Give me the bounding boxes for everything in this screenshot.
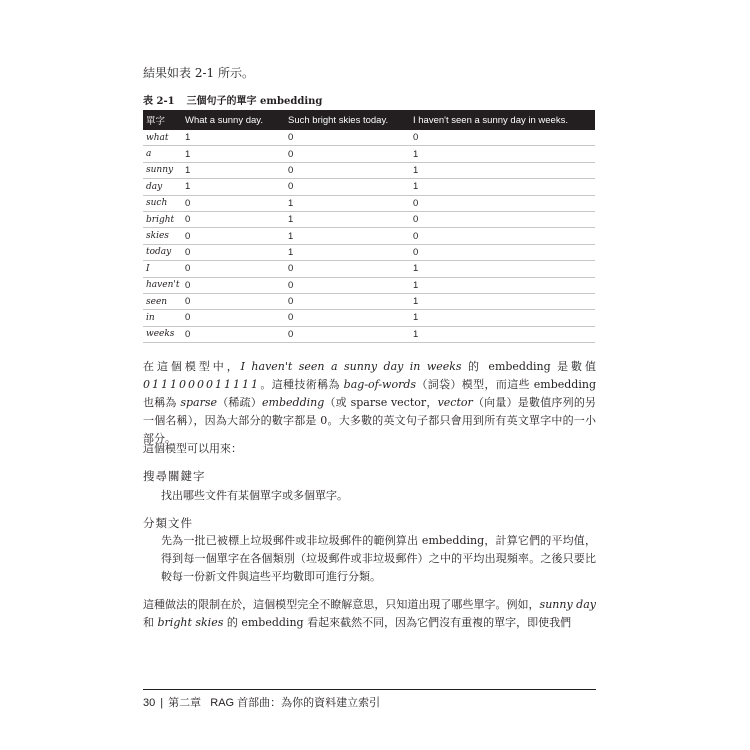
cell-s2: 0 <box>285 162 410 178</box>
table-row <box>143 310 595 326</box>
cell-s1: 1 <box>182 130 285 146</box>
table-row <box>143 211 595 227</box>
table-row <box>143 179 595 195</box>
cell-s3: 0 <box>410 195 595 211</box>
cell-s3: 1 <box>410 310 595 326</box>
p1-text-7: （向量）是數值序列的另一個名稱），因為大部分的數字都是 0。大多數的英文句子都只會用到所有英文單字中的一小部分。 <box>143 396 597 445</box>
table-row <box>143 261 595 277</box>
row-word: in <box>143 310 182 326</box>
use-heading-search: 搜尋關鍵字 <box>143 469 206 483</box>
cell-s1: 0 <box>182 244 285 260</box>
cell-s3: 0 <box>410 228 595 244</box>
cell-s1: 1 <box>182 146 285 162</box>
table-row <box>143 293 595 309</box>
row-word: bright <box>143 211 182 227</box>
cell-s3: 1 <box>410 293 595 309</box>
footer-divider <box>143 689 596 690</box>
cell-s1: 0 <box>182 293 285 309</box>
cell-s1: 0 <box>182 261 285 277</box>
embedding-table <box>143 110 595 343</box>
p1-term-sparse: sparse <box>180 396 217 409</box>
footer-separator: | <box>160 697 164 709</box>
cell-s2: 0 <box>285 277 410 293</box>
header-sentence-3: I haven't seen a sunny day in weeks. <box>410 110 595 130</box>
table-row <box>143 146 595 162</box>
table-header-row <box>143 110 595 130</box>
p1-text-1: 在這個模型中， <box>143 360 241 373</box>
table-row <box>143 228 595 244</box>
header-sentence-1: What a sunny day. <box>182 110 285 130</box>
row-word: haven't <box>143 277 182 293</box>
p1-text-6: （或 sparse vector， <box>324 396 438 409</box>
p3-text-3: 的 embedding 看起來截然不同，因為它們沒有重複的單字，即使我們 <box>223 616 572 629</box>
row-word: I <box>143 261 182 277</box>
p1-text-3: 。這種技術稱為 <box>259 378 344 391</box>
page-number: 30 <box>143 697 156 709</box>
row-word: weeks <box>143 326 182 342</box>
cell-s1: 1 <box>182 179 285 195</box>
cell-s3: 1 <box>410 277 595 293</box>
row-word: sunny <box>143 162 182 178</box>
cell-s1: 0 <box>182 326 285 342</box>
use-text-classify: 先為一批已被標上垃圾郵件或非垃圾郵件的範例算出 embedding，計算它們的平均值，得到每一個單字在各個類別（垃圾郵件或非垃圾郵件）之中的平均出現頻率。之後只要比較每一份新文件與這些平均數即可進行分類。 <box>161 534 596 583</box>
p3-text-1: 這種做法的限制在於，這個模型完全不瞭解意思，只知道出現了哪些單字。例如， <box>143 598 540 611</box>
cell-s3: 0 <box>410 211 595 227</box>
footer-chapter-title: RAG 首部曲：為你的資料建立索引 <box>210 697 381 709</box>
cell-s3: 1 <box>410 261 595 277</box>
paragraph-uses-intro: 這個模型可以用來： <box>143 442 242 455</box>
p3-term-sunny-day: sunny day <box>539 598 596 611</box>
cell-s1: 0 <box>182 211 285 227</box>
paragraph-bag-of-words <box>143 358 596 448</box>
p3-text-2: 和 <box>143 616 158 629</box>
cell-s2: 1 <box>285 195 410 211</box>
row-word: what <box>143 130 182 146</box>
p1-term-bag-of-words: bag-of-words <box>343 378 417 391</box>
cell-s2: 1 <box>285 211 410 227</box>
use-heading-classify: 分類文件 <box>143 516 193 530</box>
row-word: day <box>143 179 182 195</box>
row-word: today <box>143 244 182 260</box>
p3-term-bright-skies: bright skies <box>157 616 224 629</box>
paragraph-limitation <box>143 596 596 632</box>
p1-term-embedding: embedding <box>262 396 325 409</box>
header-sentence-2: Such bright skies today. <box>285 110 410 130</box>
table-caption-number: 表 2-1 <box>143 96 175 107</box>
table-row <box>143 277 595 293</box>
table-row <box>143 326 595 342</box>
p1-term-vector: vector <box>437 396 473 409</box>
cell-s3: 1 <box>410 179 595 195</box>
cell-s2: 0 <box>285 293 410 309</box>
cell-s1: 0 <box>182 277 285 293</box>
table-caption <box>143 92 322 107</box>
cell-s3: 0 <box>410 130 595 146</box>
p1-text-4: （詞袋）模型，而這些 embedding 也稱為 <box>143 378 596 409</box>
cell-s1: 0 <box>182 228 285 244</box>
table-row <box>143 195 595 211</box>
table-row <box>143 130 595 146</box>
p1-bits: 0111000011111 <box>143 378 260 391</box>
p1-text-5: （稀疏） <box>217 396 263 409</box>
footer-chapter: 第二章 <box>168 697 202 709</box>
page-footer <box>143 694 380 710</box>
table-row <box>143 244 595 260</box>
intro-sentence: 結果如表 2-1 所示。 <box>143 66 254 80</box>
cell-s2: 0 <box>285 310 410 326</box>
cell-s3: 1 <box>410 162 595 178</box>
cell-s3: 1 <box>410 146 595 162</box>
table-caption-title: 三個句子的單字 embedding <box>186 96 323 107</box>
row-word: seen <box>143 293 182 309</box>
cell-s2: 0 <box>285 261 410 277</box>
cell-s3: 0 <box>410 244 595 260</box>
row-word: skies <box>143 228 182 244</box>
cell-s2: 0 <box>285 146 410 162</box>
cell-s2: 0 <box>285 179 410 195</box>
cell-s2: 0 <box>285 130 410 146</box>
cell-s2: 1 <box>285 244 410 260</box>
header-word: 單字 <box>143 110 182 130</box>
use-text-search: 找出哪些文件有某個單字或多個單字。 <box>161 489 348 502</box>
p1-quote: I haven't seen a sunny day in weeks <box>240 360 462 373</box>
cell-s2: 0 <box>285 326 410 342</box>
table-row <box>143 162 595 178</box>
row-word: a <box>143 146 182 162</box>
cell-s3: 1 <box>410 326 595 342</box>
cell-s1: 0 <box>182 195 285 211</box>
cell-s1: 0 <box>182 310 285 326</box>
cell-s2: 1 <box>285 228 410 244</box>
p1-text-2: 的 embedding 是數值 <box>461 360 596 373</box>
row-word: such <box>143 195 182 211</box>
cell-s1: 1 <box>182 162 285 178</box>
